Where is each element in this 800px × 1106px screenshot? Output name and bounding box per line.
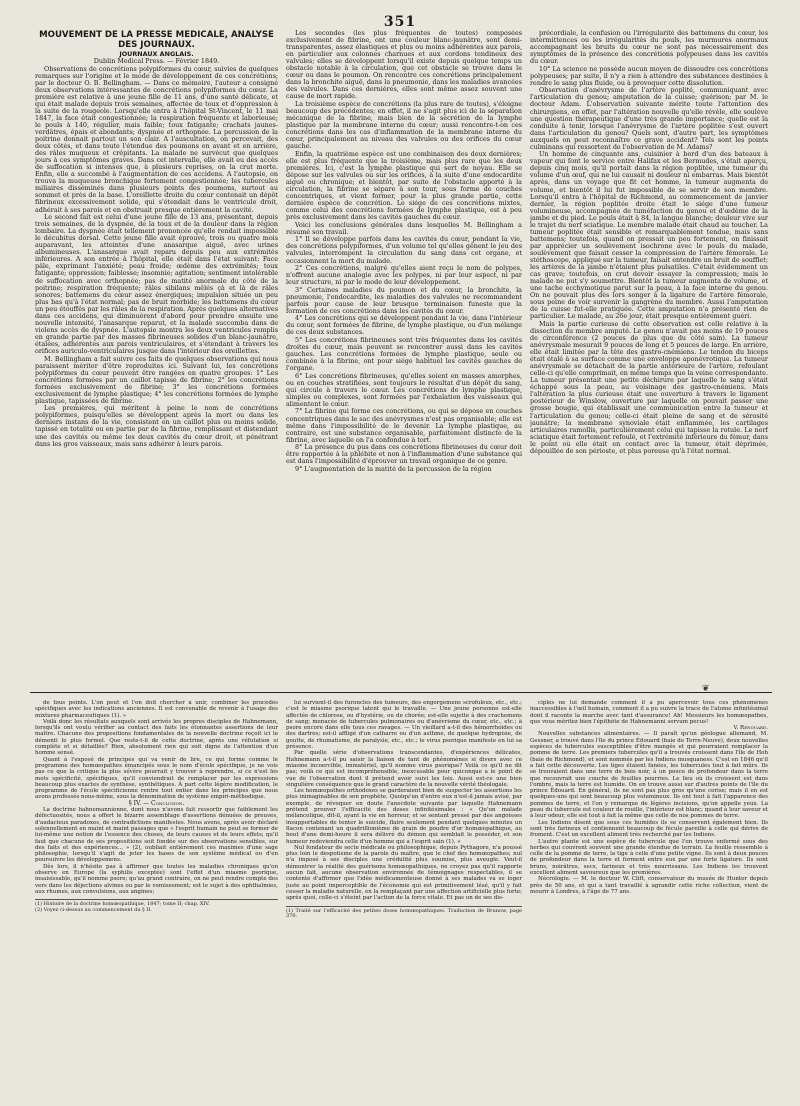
news-paragraph: L'autre plante est une espèce de tubercule que l'on trouve enfermé sous des herbes qui couvrent souvent une grande étendue de terrain. La feuille ressemble à celle de la pomme de terre, la tige à celle d'une petite vigne. Ils sont à deux pouces de profondeur dans la terre et forment entre eux par une forte ligature. Ils sont bruns, noirâtres, secs, farineux et très nourrissans. Les Indiens les trouvent excellent aliment savoureux que les premières. [530, 838, 768, 877]
news-paragraph: Nouvelles substances alimentaires. — Il paraît qu'un géologue allemand, M. Gessner, a trouvé dans l'île du prince Édouard (baie de Terre-Neuve), deux nouvelles espèces de tubercules susceptibles d'être mangés et qui pourraient remplacer la pomme de terre. Les premiers tubercules qu'il a trouvés croissent dans l'île de Hoh (baie de Richmond), et sont nommés par les Indiens musquaness. C'est en 1846 qu'il a fait cette découverte. Les tiges étaient fanées, les tubercules tout à fait mûrs. Ils se trouvaient dans une terre de bois noir, à un pouce de profondeur dans la terre que recouvrait une couche de feuilles pourries. Le lieu où ils croissent est dans l'ombre, mais la terre est humide. On en trouve aussi sur d'autres points de l'île du prince Édouard. En général, ils ne sont pas plus gros qu'une cerise; mais il en est quelques-uns qui sont beaucoup plus volumineux. Ils ont tout à fait l'apparence des pommes de terre, et l'on y remarque de légères incisions, qu'on appelle yeux. La peau du tubercule est couleur de rouille, l'intérieur est blanc; quand à leur saveur et à leur odeur, elle est tout à fait la même que celle de nos pommes de terre. [530, 731, 768, 820]
conclusion-item: 6° Les concrétions fibrineuses, qu'elles soient en masses amorphes, ou en couches stratifiées, sont toujours le résultat d'un dépôt du sang, qui circule à travers le cœur. Les concrétions de lymphe plastique, simples ou complexes, sont formées par l'exhalation des vaisseaux qui alimentent le cœur. [286, 371, 522, 408]
news-paragraph: Les Indiens disent que sous ces humides ils se conservent également bien. Ils sont très farineux et contiennent beaucoup de fécule pareille à celle qui dérive de froment. C'est un excellent aliment très recherché par les Indiens. [530, 819, 768, 839]
feuilleton-paragraph: Nul fondateur de secte médicale ou philosophique, depuis Pythagore, n'a poussé plus loin le despotisme de la parole du maître, que le chef des homœopathes; nul n'a imposé à ses disciples une crédulité plus soumise, plus aveugle. Veut-il démontrer la réalité des guérisons homœopathiques, ne croyez pas qu'il rapporte aucun fait, aucune observation environnée de témoignages respectables, il se contente d'affirmer que l'idée médicamenteuse donné à ses malades va se loger juste au point imperceptible de l'économie qui est primitivement lésé, qu'il y fait cesser la maladie naturelle, en la remplaçant par une affection artificielle plus forte; après quoi, celle-ci s'éteint par l'action de la force vitale. Et pas un de ses dis- [286, 844, 522, 902]
feuilleton-paragraph: Par quelle série d'observations transcendantes, d'expériences délicates, Hahnemann a-t-il pu saisir la liaison de tant de phénomènes si divers avec ce miasme incoercible, immatériel, qu'il nomme virus psorique? Voilà ce qu'il ne dit pas; voilà ce qui est incompréhensible, inexcusable pour quiconque a le point de vue de l'observation dont il prétend avoir suivi les lois. Aussi est-ce une bien singulière conséquence que le grand caractère de la nouvelle vérité théologale. [286, 750, 522, 788]
conclusion-item: 3° Certaines maladies du poumon et du cœur, la bronchite, la pneumonie, l'endocardite, les maladies des valvules ne recommandent parfois pour cause de leur brusque terminaison funeste que la formation de ces concrétions dans les cavités du cœur. [286, 285, 522, 315]
journal-source: Dublin Medical Press. — Février 1849. [93, 57, 220, 66]
article-paragraph: La troisième espèce de concrétions (la plus rare de toutes), s'éloigne beaucoup des précédentes; en effet, il ne s'agit plus ici de la séparation mécanique de la fibrine, mais bien de la sécrétion de la lymphe plastique par la membrane interne du cœur; aussi rencontre-t-on ces concrétions dans les cas d'inflammation de la membrane interne du cœur, principalement au niveau des valvules ou des orifices du cœur gauche. [286, 99, 522, 151]
bottom-column-1 [35, 700, 278, 1098]
top-column-2 [286, 30, 522, 687]
bottom-column-2 [286, 700, 522, 1098]
section-subheader: JOURNAUX ANGLAIS. [119, 49, 194, 58]
article-paragraph: Voici les conclusions générales dans lesquelles M. Bellingham a résumé son travail. [286, 220, 522, 236]
article-paragraph: Enfin, la quatrième espèce est une combinaison des deux dernières; elle est plus fréquente que la troisième, mais plus rare que les deux premières. Ici, c'est la lymphe plastique qui sert de noyau. Elle se dépose sur les valvules ou sur les orifices, à la suite d'une endocardite aiguë ou chronique; et bientôt, par suite de l'obstacle apporté à la circulation, la fibrine se sépare à son tour, sous forme de couches concentriques, et vient former, pour la plus grande partie, cette dernière espèce de concrétion. Le siége de ces concrétions mixtes, comme celui des concrétions formées de lymphe plastique, est à peu près exclusivement dans les cavités gauches du cœur. [286, 149, 522, 222]
footnote: (1) Histoire de la doctrine homœopathique, 1847; tome II; chap. XIV. [35, 901, 210, 908]
feuilleton-paragraph: La doctrine hahnemannienne, dont nous n'avons fait ressortir que faiblement les défectuosités, nous a offert le bizarre assemblage d'assertions dénuées de preuves, d'audacieux paradoxes, de contradictions manifestes. Nous avons, après avoir déclaré solennellement en maint et maint passages que « l'esprit humain ne peut se former de lui-même une notion de l'essence des choses, de leurs causes et de leurs effets; qu'il faut que chacune de ses propositions soit fondée sur des observations sensibles, sur des faits et des expériences... » (2), oubliait entièrement ces maximes d'une sage philosophie, lorsqu'il s'agit de jeter les bases de son système médical ou d'en poursuivre les développemens. [35, 807, 278, 864]
conclusion-item: 7° La fibrine qui forme ces concrétions, ou qui se dépose en couches concentriques dans le sac des anévrysmes n'est pas organisable; elle est même dans l'impossibilité de le devenir. La lymphe plastique, au contraire, est une substance organisable, parfaitement distincte de la fibrine, avec laquelle on l'a confondue à tort. [286, 407, 522, 444]
section-heading: § IV. — Conclusion. [128, 799, 185, 807]
feuilleton-paragraph: Quant à l'exposé de principes qui va venir de lire, ce qui forme comme le programme des homœopathes émancipés sous le nom d'école spécifique, je ne vois pas ce que la critique la plus sévère pourrait y trouver à reprendre, si ce n'est les mots spécificité, spécifiques, qu'il conviendrait de remplacer par les expressions beaucoup plus exactes de synthèse, synthétiques. À part cette légère modification, le programme de l'école spécificienne rentre tout entier dans les principes que nous avons professés nous-même, sous la dénomination de système empiri-méthodique. [35, 756, 278, 801]
article-paragraph: Mais la partie curieuse de cette observation est celle relative à la dissection du membre amputé. Le genou n'avait pas moins de 19 pouces de circonférence (2 pouces de plus que du côté sain). La tumeur anévrysmale mesurait 9 pouces de long et 5 pouces de large. En arrière, elle était limitée par la tête des gastro-cnémiens. Le tendon du biceps était étalé à sa surface comme une enveloppe aponévrotique. La tumeur anévrysmale se détachait de la partie antérieure de l'artère, refoulant celle-ci qu'elle comprimait, en même temps que la veine correspondante. La tumeur présentait une petite déchirure par laquelle le sang s'était échappé sous la peau, au voisinage des gastro-cnémiens. Mais l'altération la plus curieuse était une ouverture à travers le ligament postérieur de Winslow, ouverture par laquelle on pouvait passer une grosse bougie, qui établissait une communication entre la tumeur et l'articulation du genou; celle-ci était pleine de sang et de sérosité jaunâtre; la membrane synoviale était enflammée, les cartilages articulaires ramollis, particulièrement celui qui tapisse la rotule. Le nerf sciatique était fortement refoulé, et l'extrémité inférieure du fémur, dans le point où elle était en contact avec la tumeur, était déprimée, dépouillée de son périoste, et plus poreuse qu'à l'état normal. [530, 319, 768, 455]
page-number: 351 [383, 14, 417, 30]
feuilleton-paragraph: Les homœopathes orthodoxes se garderaient bien de suspecter les assertions les plus inimaginables de son prophète. Quoiqu'un d'entre eux n'est-il jamais avisé, par exemple, de révoquer en doute l'anecdote suivante par laquelle Hahnemann prétend prouver l'efficacité des doses infinitésimales : « Qu'un malade mélancolique, dit-il, ayant la vie en horreur, et se sentant pressé par des angoisses insupportables de tenter le suicide, flaire seulement pendant quelques minutes un flacon contenant un quadrillionième de grain de poudre d'or homœopathique, au bout d'une demi-heure il sera délivré du démon qui semblait le posséder, et son humeur redeviendra celle d'un homme qui a l'esprit sain (1). » [286, 788, 522, 845]
conclusion-item: 1° Il se développe parfois dans les cavités du cœur, pendant la vie, des concrétions polypiformes, d'un volume tel qu'elles gênent le jeu des valvules, interrompent la circulation du sang dans cet organe, et occasionnent la mort du malade. [286, 235, 522, 265]
feuilleton-paragraph: ciples ne lui demande comment il a pu apercevoir tous ces phénomènes inaccessibles à l'œil humain, comment il a pu suivre la trace de l'atome infinitésimal dont il raconte la marche avec tant d'assurance! Ah! Messieurs les homœopathes, que vous méritez bien l'épithète de Hahnemanni servum pecus! [530, 700, 768, 725]
article-paragraph: Le second fait est celui d'une jeune fille de 13 ans, présentant, depuis trois semaines, de la dyspnée, de la toux et de la douleur dans la région lombaire. La dyspnée était tellement prononcée qu'elle rendait impossible le décubitus dorsal. Cette jeune fille avait éprouvé, trois ou quatre mois auparavant, les atteintes d'une anasarque aiguë, avec urines albumineuses. L'anasarque avait reparu depuis peu aux extrémités inférieures. A son entrée à l'hôpital, elle était dans l'état suivant: Face pâle, exprimant l'anxiété; peau froide; œdème des extrémités; toux fatigante; oppression; faiblesse; insomnie; agitation; sentiment intolérable de suffocation avec orthopnée; pas de matité anormale du côté de la poitrine; respiration fréquente; râles sibilans mêlés çà et là de râles sonores; battemens du cœur assez énergiques; impulsion située un peu plus bas qu'à l'état normal; pas de bruit morbide; les battemens du cœur un peu étouffés par les râles de la respiration. Après quelques alternatives dans ces accidens, qui diminuèrent d'abord pour prendre ensuite une nouvelle intensité, l'anasarque reparut, et la malade succomba dans de violens accès de dyspnée. L'autopsie montra les deux ventricules remplis en grande partie par des masses fibrineuses solides d'un blanc-jaunâtre, étalées, adhérentes aux parois ventriculaires, et s'étendant à travers les orifices auriculo-ventriculaires jusque dans l'intérieur des oreillettes. [35, 213, 278, 355]
article-paragraph: Un homme de cinquante ans, cuisinier à bord d'un des bateaux à vapeur qui font le service entre Halifax et les Bermudes, s'était aperçu, depuis cinq mois, qu'il portait dans la région poplitée, une tumeur du volume d'un œuf, qui ne lui causait ni douleur ni embarras. Mais bientôt après, dans un voyage que fit cet homme, la tumeur augmenta de volume, et bientôt il lui fut impossible de se servir de son membre. Lorsqu'il entra à l'hôpital de Richmond, au commencement de janvier dernier, la région poplitée droite était le siége d'une tumeur volumineuse, accompagnée de tuméfaction du genou et d'œdème de la jambe et du pied. Le pouls était à 84, la langue blanche; douleur vive sur le trajet du nerf sciatique. Le membre malade était chaud au toucher. La tumeur poplitée était sensible et remarquablement tendue, mais sans battemens; toutefois, quand on pressait un peu fortement, on finissait par apprécier un soulèvement isochrone avec le pouls du malade, soulèvement que faisait cesser la compression de l'artère fémorale. Le stéthoscope, appliqué sur la tumeur, faisait entendre un bruit de soufflet; les artères de la jambe n'étaient plus pulsatiles. C'était évidemment un cas grave; toutefois, on crut devoir essayer la compression; mais le malade ne put s'y soumettre. Bientôt la tumeur augmenta de volume, et une tache ecchymotique parut sur la peau, à la face interne du genou. On ne pouvait plus dès lors songer à la ligature de l'artère fémorale, sous peine de voir survenir la gangrène du membre. Aussi l'amputation de la cuisse fut-elle pratiquée. Cette amputation n'a présenté rien de particulier. Le malade, au 26e jour, était presque entièrement guéri. [530, 150, 768, 321]
footnote: (2) Voyez ci-dessus au commencement du § II. [35, 907, 152, 913]
feuilleton-divider [30, 692, 772, 693]
article-paragraph: Les secondes (les plus fréquentes de toutes) composées exclusivement de fibrine, ont une couleur blanc-jaunâtre, sont demi-transparentes, assez élastiques et plus ou moins adhérentes aux parois, en particulier aux colonnes charnues et aux cordons tendineux des valvules; elles se développent lorsqu'il existe depuis quelque temps un obstacle notable à la circulation, que cet obstacle se trouve dans le cœur ou dans le poumon. On rencontre ces concrétions principalement dans la bronchite aiguë, dans la pneumonie, dans les maladies avancées des valvules. Dans ces dernières, elles sont même assez souvent une cause de mort rapide. [286, 30, 522, 101]
section-header: MOUVEMENT DE LA PRESSE MÉDICALE, ANALYSE DES JOURNAUX. [39, 30, 274, 50]
conclusion-item: 9° L'augmentation de la matité de la percussion de la région [295, 464, 492, 473]
feuilleton-paragraph: Dès lors, il n'hésite pas à affirmer que toutes les maladies chroniques qu'on observe en Europe (la syphilis exceptée) sont l'effet d'un miasme psorique, insaisissable, qu'il nomme psore; qu'au grand contraire, on ne peut rendre compte des vers dans les déjections alvines ou par le vomissement; est le sujet à des ophthalmies, aux rhumes, aux convulsions, aux angines; [35, 863, 278, 895]
footnotes [286, 906, 522, 921]
top-column-1 [35, 30, 278, 687]
article-paragraph: Observations de concrétions polypiformes du cœur, suivies de quelques remarques sur l'origine et le mode de développement de ces concrétions; par le docteur O. B. Bellingham. — Dans ce mémoire, l'auteur a consigné deux observations intéressantes de concrétions polypiformes du cœur. La première est relative à une jeune fille de 11 ans, d'une santé délicate, et qui était malade depuis trois semaines, affectée de toux et d'oppression à la suite de la rougeole. Lorsqu'elle entra à l'hôpital St-Vincent, le 11 mai 1847, la face était congestionnée; la respiration fréquente et laborieuse; le pouls à 140, régulier, mais faible; toux fatigante; crachats jaunes-verdâtres, épais et abondants; dyspnée et orthopnée. La percussion de la poitrine donnait partout un son clair. A l'auscultation, on percevait, des deux côtés, et dans toute l'étendue des poumons en avant et en arrière, des râles muqueux et crépitants. La malade ne survécut que quelques jours à ces symptômes graves. Dans cet intervalle, elle avait eu des accès de suffocation si intenses que, à plusieurs reprises, on la crut morte. Enfin, elle a succombé à l'augmentation de ces accidens. A l'autopsie, on trouva la muqueuse bronchique fortement congestionnée; les tubercules miliaires disséminés dans plusieurs points des poumons, surtout au sommet et près de la base. L'oreillette droite du cœur contenait un dépôt fibrineux excessivement solide, qui s'étendait dans le ventricule droit, adhérait à ses parois et en obstruait presque entièrement la cavité. [35, 64, 278, 214]
conclusion-item: 2° Ces concrétions, malgré qu'elles aient reçu le nom de polypes, n'offrent aucune analogie avec les polypes, ni par leur aspect, ni par leur structure, ni par le mode de leur développement. [286, 264, 522, 287]
top-column-3 [530, 30, 768, 687]
footnote: (1) Traité sur l'efficacité des petites doses homœopathiques. Traduction de Brunow, page 370. [286, 907, 522, 920]
feuilleton-paragraph: lui survient-il des furoncles des tumeurs, des engorgemens scrofuleux, etc., etc.; c'est le miasme psorique latent qui le travaille. — Une jeune personne est-elle affectée de chlorose, ou d'hystérie, ou de chorée; est-elle sujette à des crachemens de sang; menacée de tubercules pulmonaires ou d'anévrisme du cœur, etc., etc.; à psore encore dans elle tous ces ravages. — Un vieillard a-t-il des hémorrhoïdes ou des dartres; est-il affligé d'un catharre ou d'un asthme, de quelque hydropisie, de goutte, de rhumatisme, de paralysie, etc., etc.; le virus psorique manifeste en lui sa présence. [286, 700, 522, 751]
conclusion-item: 8° La présence du pus dans ces concrétions fibrineuses du cœur doit être rapportée à la phlébite et non à l'inflammation d'une substance qui est dans l'impossibilité d'éprouver un travail organique de ce genre. [286, 443, 522, 466]
footnotes [35, 899, 278, 914]
conclusion-item: 4° Les concrétions qui se développent pendant la vie, dans l'intérieur du cœur, sont formées de fibrine, de lymphe plastique, ou d'un mélange de ces deux substances. [286, 314, 522, 337]
divider-ornament: ❦ [702, 684, 710, 694]
conclusion-item: précordiale, la confusion ou l'irrégularité des battemens du cœur, les intermittences ou les irrégularités du pouls, les murmures anormaux accompagnant les bruits du cœur ne sont pas nécessairement des symptômes de la présence des concrétions polypeuses dans les cavités du cœur. [530, 30, 768, 66]
obituary-paragraph: Nécrologie. — M. le docteur W. Clift, conservateur du musée de Hunter depuis près de 50 ans, et qui a tant travaillé à agrandir cette riche collection, vient de mourir à Londres, à l'âge de 77 ans. [530, 876, 768, 895]
conclusion-item: 10° La science ne possède aucun moyen de dissoudre ces concrétions polypeuses; par suite, il n'y a rien à attendre des substances destinées à rendre le sang plus fluide, ou à provoquer cette dissolution. [530, 64, 768, 87]
feuilleton-paragraph: Voilà donc les résultats auxquels sont arrivés les propres disciples de Hahnemann, lorsqu'ils ont voulu vérifier au contact des faits les étonnantes assertions de leur maître. Chacune des propositions fondamentales de la nouvelle doctrine reçoit ici le démenti le plus formel. Que reste-t-il de cette doctrine, après une réfutation si complète et si détaillée? Rien, absolument rien qui soit digne de l'attention d'un homme sensé. [35, 718, 278, 757]
article-paragraph: M. Bellingham a fait suivre ces faits de quelques observations qui nous paraissent mériter d'être reproduites ici. Suivant lui, les concrétions polypiformes du cœur peuvent être rangées en quatre groupes: 1° Les concrétions formées par un caillot tapissé de fibrine; 2° les concrétions formées exclusivement de fibrine; 3° les concrétions formées exclusivement de lymphe plastique; 4° les concrétions formées de lymphe plastique, tapissées de fibrine. [35, 354, 278, 405]
article-paragraph: Les premières, qui méritent à peine le nom de concrétions polypiformes, puisqu'elles se développent après la mort ou dans les derniers instans de la vie, consistent en un caillot plus ou moins solide, tapissé en totalité ou en partie par de la fibrine, remplissant et distendant une des cavités ou même les deux cavités du cœur droit, et pénétrant dans les gros vaisseaux, mais sans adhérer à leurs parois. [35, 404, 278, 448]
article-paragraph: Observation d'anévrysme de l'artère poplité, communiquant avec l'articulation du genou; amputation de la cuisse; guérison; par M. le docteur Adam. L'observation suivante mérite toute l'attention des chirurgiens, en effet, par l'altération nouvelle qu'elle révèle, elle soulève une question thérapeutique d'une très grande importance; quelle est la conduite à tenir, lorsque l'anévrysme de l'artère poplitée s'est ouvert dans l'articulation du genou? Quels sont, d'autre part, les symptômes auxquels on peut reconnaître ce grave accident? Tels sont les points culminans qui ressortent de l'observation de M. Adams? [530, 86, 768, 151]
conclusion-item: 5° Les concrétions fibrineuses sont très fréquentes dans les cavités droites du cœur, mais peuvent se rencontrer aussi dans les cavités gauches. Les concrétions formées de lymphe plastique, seule ou combinée à la fibrine, ont pour siége habituel les cavités gauches de l'organe. [286, 336, 522, 373]
author-signature: V. Renouard. [733, 725, 768, 732]
feuilleton-paragraph: de tous points. L'on peut et l'on doit chercher à unir, combiner les procédés spécifiques avec les indications anciennes. Il est convenable de revenir à l'usage des mixtures pharmaceutiques (1). » [35, 700, 278, 719]
bottom-column-3 [530, 700, 768, 1098]
